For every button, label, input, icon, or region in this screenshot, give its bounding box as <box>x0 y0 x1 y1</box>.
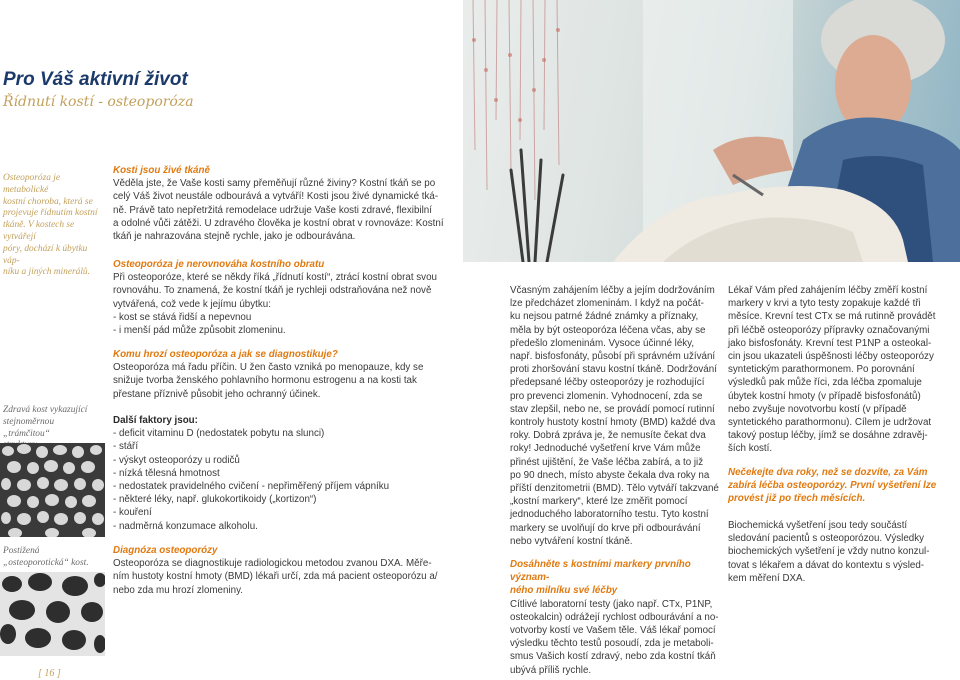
text-line: přestane příznivě působit jeho ochranný účinek. <box>113 388 321 400</box>
section-heading: Dosáhněte s kostními markery prvního význam- <box>510 559 691 584</box>
text-line: syntetickým parathormonem. Po porovnání <box>728 364 915 376</box>
text-line: takový postup léčby, jímž se dosáhne zdravěj- <box>728 430 928 442</box>
text-line: kontroly hustoty kostní hmoty (BMD) každé dva <box>510 417 716 429</box>
text-line: přinést ujištění, že Vaše léčba zabírá, a to již <box>510 456 704 468</box>
text-line: roky. Dobrá zpráva je, že nemusíte čekat dva <box>510 430 706 442</box>
text-line: předešlo zlomeninám. Vysoce účinné léky, <box>510 337 695 349</box>
text-line: předepsané léčby osteoporózy je rozhodující <box>510 377 705 389</box>
text-line: Lékař Vám před zahájením léčby změří kostní <box>728 285 928 296</box>
margin-line: Zdravá kost vykazující <box>3 405 88 415</box>
osteoporotic-bone-image <box>0 572 105 656</box>
list-item: - nedostatek pravidelného cvičení - nepřiměřený příjem vápníku <box>113 481 390 493</box>
sculptor-illustration <box>463 0 960 262</box>
highlight-line: zabírá léčba osteoporózy. První vyšetření lze <box>728 480 937 492</box>
column-highlight <box>728 466 956 506</box>
page-number: [ 16 ] <box>38 668 61 679</box>
list-item: - deficit vitaminu D (nedostatek pobytu na slunci) <box>113 428 325 440</box>
section-risk-diagnosis <box>113 348 443 401</box>
text-line: ších kostí. <box>728 443 773 455</box>
list-item: - kouření <box>113 507 152 519</box>
text-line: stav zlepšil, nebo ne, se provádí pomocí rutinní <box>510 403 715 415</box>
text-line: měsíce. Krevní test CTx se má rutinně provádět <box>728 311 936 323</box>
text-line: snižuje tvorba ženského pohlavního hormonu estrogenu a na kosti tak <box>113 375 417 387</box>
margin-line: póry, dochází k úbytku váp- <box>3 243 88 266</box>
text-line: výsledku těchto testů posoudí, zda je metaboli- <box>510 638 714 650</box>
text-line: nebo zda mu hrozí zlomeniny. <box>113 584 243 596</box>
section-heading: Kosti jsou živé tkáně <box>113 165 210 176</box>
text-line: osteokalcin) odrážejí rychlost odbourávání a no- <box>510 611 719 623</box>
text-line: a odolné vůči zátěži. U zdravého člověka je kostní obrat v rovnováze: Kostní <box>113 217 444 229</box>
margin-line: projevuje řídnutím kostní <box>3 208 98 219</box>
text-line: po 90 dnech, místo abyste čekala dva roky na <box>510 469 710 481</box>
text-line: celý Váš život neustále odbourává a vytváří! Kosti jsou živé dynamické tká- <box>113 191 439 203</box>
margin-note-definition <box>3 173 98 279</box>
text-line: nebo zvyšuje novotvorbu kostí (v případě <box>728 403 907 415</box>
text-line: např. bisfosfonáty, působí při správném užívání <box>510 351 716 363</box>
list-item: - výskyt osteoporózy u rodičů <box>113 454 240 466</box>
text-line: úbytek kostní hmoty (v případě bisfosfonátů) <box>728 390 921 402</box>
margin-line: „osteoporotická“ kost. <box>3 557 89 568</box>
text-line: nebo vytváření kostní tkáně. <box>510 535 633 547</box>
column-monitoring <box>728 284 956 456</box>
text-line: příští denzitometrii (BMD). Tělo vytváří takzvané <box>510 483 719 495</box>
section-imbalance <box>113 258 443 337</box>
text-line: při léčbě osteoporózy přípravky označovanými <box>728 324 930 336</box>
text-line: ně. Právě tato nepřetržitá remodelace udržuje Vaše kosti zdravé, flexibilní <box>113 204 432 216</box>
text-line: markery se uvolňují do krve při odbourávání <box>510 522 701 534</box>
section-diagnosis <box>113 544 443 597</box>
text-line: Osteoporóza má řadu příčin. U žen často vzniká po menopauze, kdy se <box>113 362 424 374</box>
text-line: ubývá příliš rychle. <box>510 664 592 676</box>
healthy-bone-image <box>0 443 105 537</box>
section-heading: ného milníku své léčby <box>510 585 618 597</box>
text-line: Při osteoporóze, které se někdy říká „řídnutí kostí“, ztrácí kostní obrat svou <box>113 272 437 284</box>
text-line: kem měření DXA. <box>728 572 806 584</box>
margin-line: stejnoměrnou „trámčitou“ <box>3 416 55 439</box>
section-heading: Osteoporóza je nerovnováha kostního obratu <box>113 259 325 270</box>
page-title: Pro Váš aktivní život <box>3 69 188 90</box>
text-line: pro prevenci zlomenin. Vyhodnocení, zda se <box>510 390 703 402</box>
text-line: cin jsou ukazateli úspěšnosti léčby osteoporózy <box>728 351 934 363</box>
section-heading: Další faktory jsou: <box>113 415 198 426</box>
column-biochemistry <box>728 519 956 585</box>
list-item: - nadměrná konzumace alkoholu. <box>113 520 258 532</box>
text-line: jednoduchého laboratorního testu. Tyto kostní <box>510 509 709 521</box>
section-heading: Komu hrozí osteoporóza a jak se diagnostikuje? <box>113 349 338 360</box>
highlight-line: Nečekejte dva roky, než se dozvíte, za Vám <box>728 467 928 478</box>
text-line: proti zhoršování stavu kostní tkáně. Dodržování <box>510 364 717 376</box>
text-line: „kostní markery“, které lze změřit pomocí <box>510 496 688 508</box>
text-line: roky! Jednoduché vyšetření krve Vám může <box>510 443 701 455</box>
text-line: - kost se stává řidší a nepevnou <box>113 311 252 323</box>
text-line: ním hustoty kostní hmoty (BMD) lékaři určí, zda má pacient osteoporózu a/ <box>113 571 438 583</box>
text-line: biochemických vyšetření je vždy nutno konzul- <box>728 546 930 558</box>
list-item: - nízká tělesná hmotnost <box>113 467 220 479</box>
section-bones-living-tissue <box>113 164 458 243</box>
text-line: Biochemická vyšetření jsou tedy součástí <box>728 520 908 531</box>
column-bone-markers <box>510 558 720 677</box>
page-subtitle: Řídnutí kostí - osteoporóza <box>3 94 194 110</box>
text-line: lze předcházet zlomeninám. I když na počát- <box>510 298 704 310</box>
margin-line: Osteoporóza je metabolické <box>3 173 61 195</box>
text-line: Cítlivé laboratorní testy (jako např. CTx, P1NP, <box>510 598 713 610</box>
text-line: ku nejsou patrné žádné známky a příznaky, <box>510 311 699 323</box>
text-line: měla by být osteoporóza léčena včas, aby se <box>510 324 706 336</box>
text-line: tkáň je nahrazována stejně rychle, jako je odbourávána. <box>113 231 356 243</box>
margin-line: kostní choroba, která se <box>3 196 93 207</box>
text-line: markery v krvi a tyto testy zopakuje každé tři <box>728 298 921 310</box>
section-heading: Diagnóza osteoporózy <box>113 545 218 556</box>
margin-line: Postižená <box>3 546 40 556</box>
text-line: výsledků pak může říci, zda léčba zpomaluje <box>728 377 922 389</box>
text-line: Včasným zahájením léčby a jejím dodržováním <box>510 285 715 296</box>
margin-line: tkáně. V kostech se vytvářejí <box>3 220 75 242</box>
text-line: Osteoporóza se diagnostikuje radiologickou metodou zvanou DXA. Měře- <box>113 558 432 570</box>
text-line: jako bisfosfonáty. Krevní test P1NP a osteokal- <box>728 337 932 349</box>
header-photo <box>463 0 960 262</box>
column-treatment <box>510 284 720 548</box>
text-line: vytvářená, což vede k jejímu úbytku: <box>113 298 271 310</box>
section-other-factors <box>113 414 443 533</box>
text-line: tovat s lékařem a dávat do kontextu s výsled- <box>728 559 925 571</box>
margin-line: níku a jiných minerálů. <box>3 267 90 278</box>
text-line: syntetického parathormonu). Cílem je udržovat <box>728 417 932 429</box>
list-item: - stáří <box>113 441 139 453</box>
text-line: rovnováhu. To znamená, že kostní tkáň je rychleji odstraňována než nově <box>113 285 432 297</box>
highlight-line: provést již po třech měsících. <box>728 493 866 505</box>
text-line: sledování pacientů s osteoporózou. Výsledky <box>728 533 925 545</box>
text-line: Věděla jste, že Vaše kosti samy přeměňují různé živiny? Kostní tkáň se po <box>113 178 436 190</box>
text-line: smus Vašich kostí zdravý, nebo zda kostní tkáň <box>510 651 716 663</box>
margin-note-osteoporotic-bone <box>3 546 98 570</box>
text-line: - i menší pád může způsobit zlomeninu. <box>113 325 286 337</box>
list-item: - některé léky, např. glukokortikoidy („kortizon“) <box>113 494 317 506</box>
text-line: votvorby kostí ve Vašem těle. Váš lékař pomocí <box>510 625 716 637</box>
